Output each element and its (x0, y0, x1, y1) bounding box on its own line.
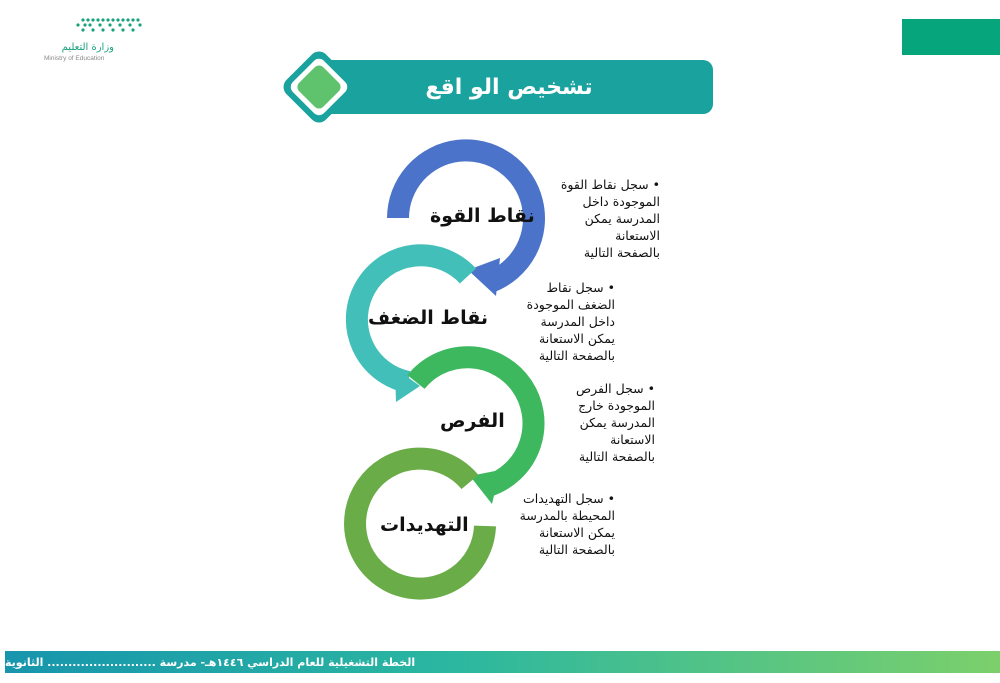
desc-line: المحيطة بالمدرسة (519, 508, 615, 523)
desc-line (540, 176, 660, 193)
desc-line (495, 279, 615, 296)
bullet-icon: • (607, 280, 615, 295)
bullet-icon: • (647, 381, 655, 396)
stage-desc-opportunities (540, 380, 655, 465)
desc-line: الضغف الموجودة (526, 297, 615, 312)
desc-line: الموجودة داخل (582, 194, 660, 209)
desc-line (540, 380, 655, 397)
stage-label-threats: التهديدات (380, 514, 469, 536)
desc-line: المدرسة يمكن (584, 211, 660, 226)
desc-text: سجل نقاط (546, 280, 604, 295)
desc-text: سجل نقاط القوة (560, 177, 649, 192)
desc-line: يمكن الاستعانة (539, 331, 615, 346)
bullet-icon: • (607, 491, 615, 506)
page-title: تشخيص الو اقع (425, 74, 593, 100)
desc-line (495, 490, 615, 507)
stage-desc-weaknesses (495, 279, 615, 364)
desc-line: الموجودة خارج (578, 398, 655, 413)
desc-line: يمكن الاستعانة (539, 525, 615, 540)
logo-name-en: Ministry of Education (44, 55, 105, 62)
desc-line: الاستعانة (615, 228, 660, 243)
footer-text: الخطة التشغيلية للعام الدراسي ١٤٤٦هـ- مدرسة .......................... الثانوية (5, 655, 416, 669)
stage-label-weaknesses: نقاط الضغف (368, 307, 489, 329)
logo-name-ar: وزارة التعليم (61, 42, 114, 53)
desc-line: الاستعانة (610, 432, 655, 447)
stage-label-strengths: نقاط القوة (430, 205, 535, 227)
desc-line: المدرسة يمكن (579, 415, 655, 430)
desc-text: سجل التهديدات (522, 491, 604, 506)
desc-text: سجل الفرص (576, 381, 644, 396)
desc-line: داخل المدرسة (540, 314, 615, 329)
desc-line: بالصفحة التالية (538, 348, 615, 363)
stage-label-opportunities: الفرص (440, 410, 505, 432)
stage-desc-strengths (540, 176, 660, 261)
desc-line: بالصفحة التالية (583, 245, 660, 260)
bullet-icon: • (652, 177, 660, 192)
desc-line: بالصفحة التالية (578, 449, 655, 464)
desc-line: بالصفحة التالية (538, 542, 615, 557)
stage-desc-threats (495, 490, 615, 558)
